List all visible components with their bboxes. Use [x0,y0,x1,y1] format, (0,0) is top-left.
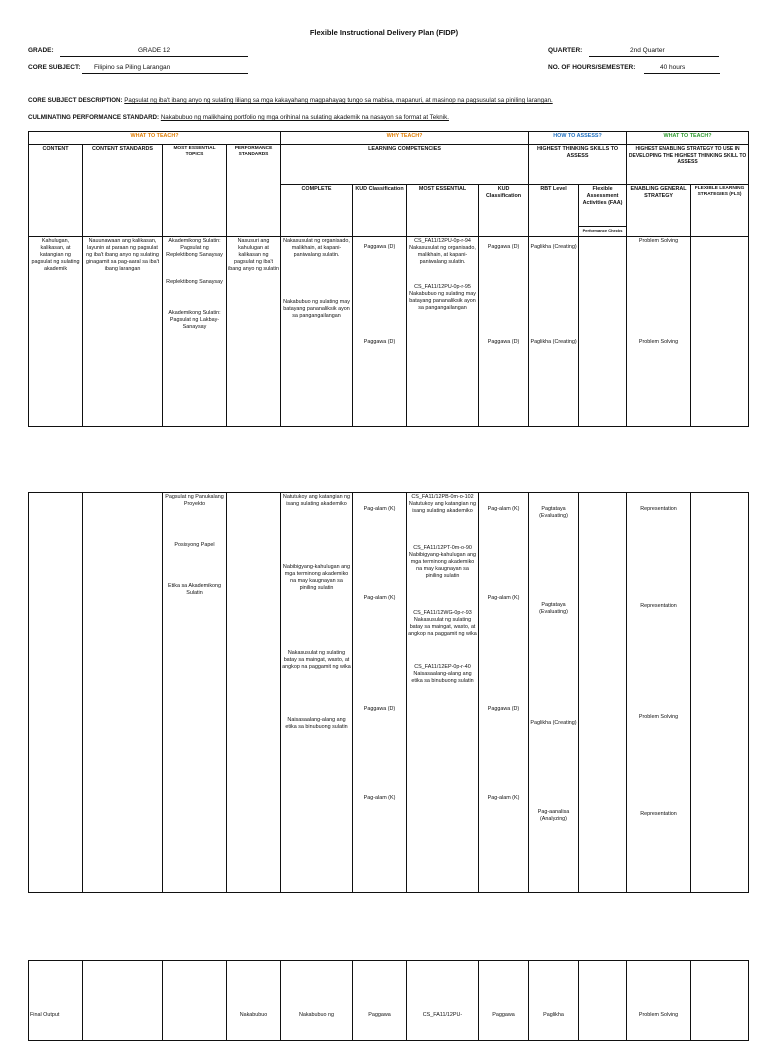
row3-kud1-text: Paggawa [368,1012,391,1018]
header-performance-checks: Performance Checks [579,227,627,237]
row2-performance-standards [227,493,281,893]
row2-strategy-1: Representation [640,506,677,512]
row1-topic-1: Akademikong Sulatin: Pagsulat ng Replektibong Sanaysay [166,238,223,259]
header-highest-enabling: HIGHEST ENABLING STRATEGY TO USE IN DEVELOPING THE HIGHEST THINKING SKILL TO ASSESS [627,145,749,185]
row1-fls [691,237,749,427]
row1-essential-1: CS_FA11/12PU-0p-r-94 Nakasusulat ng organisado, malikhain, at kapani-paniwalang sulatin. [409,238,476,266]
row3-rbt-text: Paglikha [543,1012,564,1018]
row1-rbt [529,237,579,427]
document-title: Flexible Instructional Delivery Plan (FIDP) [309,28,459,37]
row1-kud-2 [479,237,529,427]
row2-essential-1: CS_FA11/12PB-0m-o-102 Natutukoy ang katangian ng isang sulating akademiko [408,494,477,515]
row2-kud2c: Paggawa (D) [487,706,520,713]
row1-topics [163,237,227,427]
header-faa: Flexible Assessment Activities (FAA) [579,185,627,227]
performance-label: CULMINATING PERFORMANCE STANDARD: [28,114,160,121]
row1-content-standards: Nauunawaan ang kalikasan, layunin at paraan ng pagsulat ng iba't ibang anyo ng sulating ginagamit sa pag-aaral sa iba't ibang larangan [83,237,163,427]
row2-essential-4: CS_FA11/12EP-0p-r-40 Naisasaalang-alang ang etika sa binubuong sulatin [411,664,474,685]
quarter-value: 2nd Quarter [630,47,665,54]
row1-strategy [627,237,691,427]
table-row [29,961,749,1041]
row3-complete-text: Nakabubuo ng [298,1012,335,1018]
description-value: Pagsulat ng iba't ibang anyo ng sulating liliang sa mga kakayahang magpahayag tungo sa mabisa, mapanuri, at masinop na pagsusulat sa piniling larangan. [124,97,553,104]
row1-kud1b: Paggawa (D) [363,339,396,346]
row2-complete-4: Naisasaalang-alang ang etika sa binubuong sulatin [285,717,348,731]
table-row [29,237,749,427]
fidp-table-3 [28,960,749,1041]
row2-strategy-2: Representation [640,603,677,610]
row2-strategy-3: Problem Solving [638,714,679,721]
row2-rbt-4: Pag-aanalisa (Analyzing) [537,809,570,823]
grade-value: GRADE 12 [138,47,171,54]
row3-essential-text: CS_FA11/12PU- [422,1012,463,1018]
row3-strategy [627,961,691,1041]
row2-kud2d: Pag-alam (K) [487,795,520,802]
row1-faa [579,237,627,427]
row3-content-text: Final Output [30,1012,60,1018]
row2-complete [281,493,353,893]
row1-strategy-1: Problem Solving [638,238,679,244]
category-how-to-assess: HOW TO ASSESS? [529,132,627,145]
row2-fls [691,493,749,893]
row3-topics [163,961,227,1041]
row1-complete-2: Nakabubuo ng sulating may batayang pananaliksik ayon sa pangangailangan [283,299,350,320]
row1-topic-2: Replektibong Sanaysay [166,279,223,286]
row2-rbt [529,493,579,893]
row1-complete-1: Nakasusulat ng organisado, malikhain, at kapani-paniwalang sulatin. [283,238,350,259]
header-enabling-general: ENABLING GENERAL STRATEGY [627,185,691,237]
row2-kud1c: Paggawa (D) [363,706,396,713]
core-subject-label: CORE SUBJECT: [28,64,81,71]
header-content-standards: CONTENT STANDARDS [83,145,163,237]
category-what-to-teach: WHAT TO TEACH? [29,132,281,145]
row3-faa [579,961,627,1041]
row2-essential-2: CS_FA11/12PT-0m-o-90 Nabibigyang-kahulugan ang mga terminong akademiko na may kaugnayan sa piniling sulatin [408,545,477,580]
core-subject-description [28,97,748,104]
row2-topics [163,493,227,893]
header-row-1 [29,145,749,185]
category-row [29,132,749,145]
header-content: CONTENT [29,145,83,237]
core-subject-value: Filipino sa Piling Larangan [94,64,171,71]
row1-rbt-1: Paglikha (Creating) [530,244,577,250]
header-kud-1: KUD Classification [353,185,407,237]
row2-most-essential [407,493,479,893]
row2-strategy [627,493,691,893]
row2-kud1d: Pag-alam (K) [363,795,396,802]
row2-content [29,493,83,893]
quarter-label: QUARTER: [548,47,583,54]
row2-rbt-2: Pagtataya (Evaluating) [539,602,568,616]
row1-kud2a: Paggawa (D) [487,244,520,250]
row3-complete [281,961,353,1041]
header-performance-standards: PERFORMANCE STANDARDS [227,145,281,237]
fidp-table-1 [28,131,749,427]
row3-rbt [529,961,579,1041]
row3-performance-text: Nakabubuo [239,1012,268,1018]
row3-performance-standards [227,961,281,1041]
table-row [29,493,749,893]
row3-fls [691,961,749,1041]
row3-most-essential [407,961,479,1041]
header-rbt: RBT Level [529,185,579,237]
category-why-teach: WHY TEACH? [281,132,529,145]
culminating-performance-standard [28,114,748,121]
hours-value: 40 hours [660,64,686,71]
fidp-table-2 [28,492,749,893]
row2-kud-1 [353,493,407,893]
row1-rbt-2: Paglikha (Creating) [530,339,577,346]
row3-kud-1 [353,961,407,1041]
row2-strategy-4: Representation [640,811,677,818]
performance-value: Nakabubuo ng malikhaing portfolio ng mga orihinal na sulating akademik na nasayon sa format at Teknik. [160,114,449,121]
row2-topic-1: Pagsulat ng Panukalang Proyekto [165,494,224,508]
row2-faa [579,493,627,893]
row1-essential-2: CS_FA11/12PU-0p-r-95 Nakabubuo ng sulating may batayang pananaliksik ayon sa pangangailangan [409,284,476,312]
row2-topic-2: Posisyong Papel [174,542,215,549]
header-fls: FLEXIBLE LEARNING STRATEGIES (FLS) [691,185,749,237]
row2-rbt-1: Pagtataya (Evaluating) [539,506,568,520]
row1-complete [281,237,353,427]
row2-complete-1: Natutukoy ang katangian ng isang sulating akademiko [282,494,351,508]
row2-topic-3: Etika sa Akademikong Sulatin [167,583,222,597]
header-kud-2: KUD Classification [479,185,529,237]
row2-complete-2: Nabibigyang-kahulugan ang mga terminong akademiko na may kaugnayan sa piniling sulatin [282,564,351,592]
header-complete: COMPLETE [281,185,353,237]
row1-performance-standards: Nasusuri ang kahulugan at kalikasan ng pagsulat ng iba't ibang anyo ng sulatin [227,237,281,427]
row2-content-standards [83,493,163,893]
row3-strategy-text: Problem Solving [638,1012,679,1018]
row3-content-standards [83,961,163,1041]
header-most-essential: MOST ESSENTIAL [407,185,479,237]
hours-label: NO. OF HOURS/SEMESTER: [548,64,636,71]
row2-essential-3: CS_FA11/12WG-0p-r-93 Nakasusulat ng sulating batay sa maingat, wasto, at angkop na paggamit ng wika [408,610,477,638]
row1-strategy-2: Problem Solving [638,339,679,346]
header-topics: MOST ESSENTIAL TOPICS [163,145,227,237]
row1-kud1a: Paggawa (D) [363,244,396,250]
header-highest-thinking: HIGHEST THINKING SKILLS TO ASSESS [529,145,627,185]
row1-kud2b: Paggawa (D) [487,339,520,346]
row2-kud1a: Pag-alam (K) [363,506,396,512]
row2-complete-3: Nakasusulat ng sulating batay sa maingat, wasto, at angkop na paggamit ng wika [282,650,351,671]
grade-label: GRADE: [28,47,54,54]
header-learning-competencies: LEARNING COMPETENCIES [281,145,529,185]
row2-rbt-3: Paglikha (Creating) [530,720,577,727]
row1-most-essential [407,237,479,427]
row2-kud2a: Pag-alam (K) [487,506,520,512]
row3-content [29,961,83,1041]
row1-content: Kahulugan, kalikasan, at katangian ng pagsulat ng sulating akademik [29,237,83,427]
row1-kud-1 [353,237,407,427]
row3-kud2-text: Paggawa [492,1012,515,1018]
category-what-to-teach-2: WHAT TO TEACH? [627,132,749,145]
row2-kud1b: Pag-alam (K) [363,595,396,602]
row3-kud-2 [479,961,529,1041]
row2-kud2b: Pag-alam (K) [487,595,520,602]
description-label: CORE SUBJECT DESCRIPTION: [28,97,123,104]
row1-topic-3: Akademikong Sulatin: Pagsulat ng Lakbay-Sanaysay [168,310,221,331]
row2-kud-2 [479,493,529,893]
